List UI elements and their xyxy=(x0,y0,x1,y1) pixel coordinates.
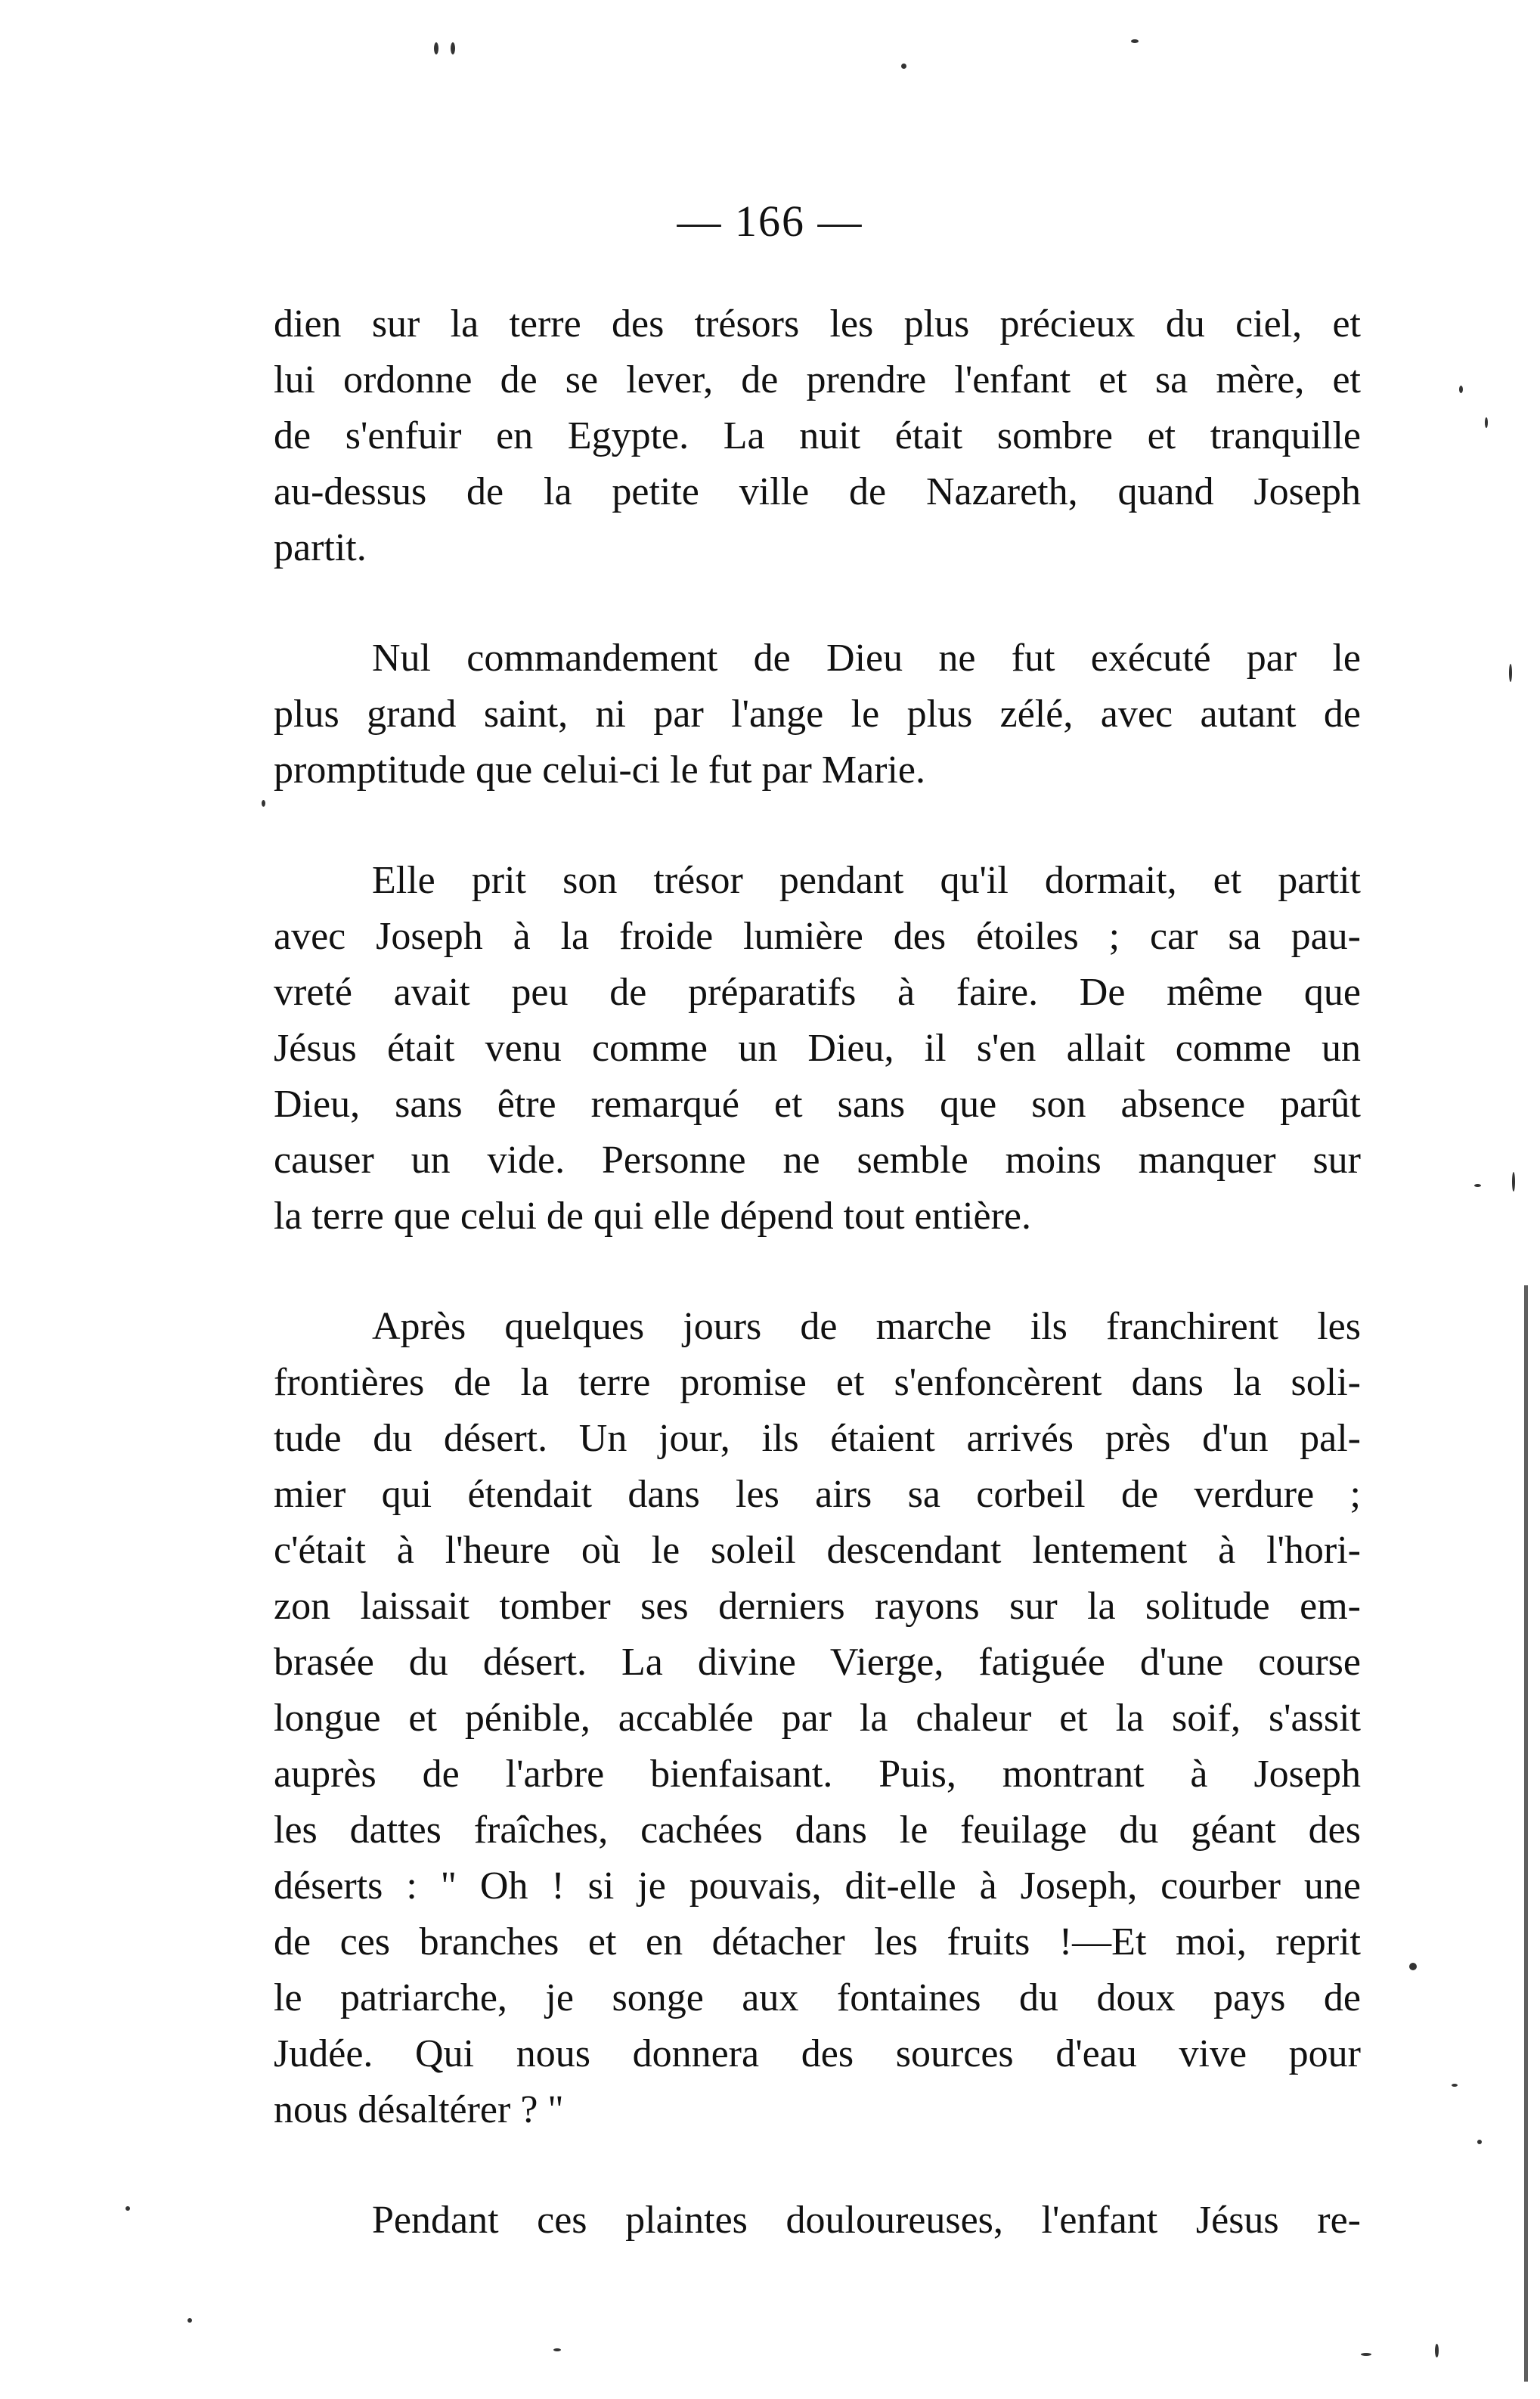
paragraph xyxy=(274,1299,1361,2138)
text-line: nous désaltérer ? " xyxy=(274,2088,564,2131)
text-line: Jésus était venu comme un Dieu, il s'en allait comme un xyxy=(274,1027,1361,1070)
text-line: de s'enfuir en Egypte. La nuit était sombre et tranquille xyxy=(274,414,1361,457)
scan-speck xyxy=(1509,664,1512,682)
text-line: mier qui étendait dans les airs sa corbeil de verdure ; xyxy=(274,1473,1361,1516)
scan-speck xyxy=(553,2348,561,2351)
paragraph-gap xyxy=(274,1244,1361,1299)
text-line: partit. xyxy=(274,526,367,569)
text-line: c'était à l'heure où le soleil descendant lentement à l'hori- xyxy=(274,1529,1361,1572)
text-line: Nul commandement de Dieu ne fut exécuté par le xyxy=(372,637,1361,680)
text-line: au-dessus de la petite ville de Nazareth, quand Joseph xyxy=(274,470,1361,513)
text-line: lui ordonne de se lever, de prendre l'enfant et sa mère, et xyxy=(274,358,1361,401)
paragraph-gap xyxy=(274,2138,1361,2193)
text-line: promptitude que celui-ci le fut par Marie. xyxy=(274,749,926,792)
text-line: Judée. Qui nous donnera des sources d'eau vive pour xyxy=(274,2032,1361,2075)
text-line: tude du désert. Un jour, ils étaient arrivés près d'un pal- xyxy=(274,1417,1361,1460)
text-line: brasée du désert. La divine Vierge, fatiguée d'une course xyxy=(274,1641,1361,1684)
text-line: Elle prit son trésor pendant qu'il dormait, et partit xyxy=(372,859,1361,902)
paragraph-gap xyxy=(274,576,1361,631)
text-line: auprès de l'arbre bienfaisant. Puis, montrant à Joseph xyxy=(274,1753,1361,1796)
text-line: causer un vide. Personne ne semble moins manquer sur xyxy=(274,1139,1361,1182)
scan-speck xyxy=(1435,2344,1439,2357)
scan-speck xyxy=(451,42,455,54)
scan-speck xyxy=(1485,417,1488,428)
text-line: de ces branches et en détacher les fruits !—Et moi, reprit xyxy=(274,1920,1361,1964)
scan-speck xyxy=(1477,2140,1482,2144)
paragraph xyxy=(274,853,1361,1244)
scan-speck xyxy=(1474,1184,1481,1187)
text-line: déserts : " Oh ! si je pouvais, dit-elle à Joseph, courber une xyxy=(274,1864,1361,1908)
paragraph-gap xyxy=(274,798,1361,853)
text-line: zon laissait tomber ses derniers rayons sur la solitude em- xyxy=(274,1585,1361,1628)
page-number: — 166 — xyxy=(677,197,863,246)
scan-speck xyxy=(1512,1172,1515,1192)
scan-edge-shadow xyxy=(1524,1285,1528,2382)
scan-speck xyxy=(901,64,906,69)
text-line: la terre que celui de qui elle dépend tout entière. xyxy=(274,1195,1031,1238)
text-line: vreté avait peu de préparatifs à faire. De même que xyxy=(274,971,1361,1014)
body-text xyxy=(274,296,1361,2249)
scan-speck xyxy=(1409,1963,1417,1970)
scan-speck xyxy=(1131,39,1139,43)
scan-speck xyxy=(262,800,265,807)
text-line: plus grand saint, ni par l'ange le plus zélé, avec autant de xyxy=(274,693,1361,736)
paragraph xyxy=(274,296,1361,576)
scan-speck xyxy=(125,2206,130,2211)
scan-speck xyxy=(187,2318,192,2323)
text-line: dien sur la terre des trésors les plus précieux du ciel, et xyxy=(274,302,1361,346)
scan-speck xyxy=(1459,386,1463,393)
paragraph xyxy=(274,631,1361,798)
text-line: Dieu, sans être remarqué et sans que son absence parût xyxy=(274,1083,1361,1126)
text-line: avec Joseph à la froide lumière des étoiles ; car sa pau- xyxy=(274,915,1361,958)
text-line: les dattes fraîches, cachées dans le feuilage du géant des xyxy=(274,1809,1361,1852)
text-line: frontières de la terre promise et s'enfoncèrent dans la soli- xyxy=(274,1361,1361,1404)
scan-speck xyxy=(1452,2084,1458,2087)
scan-speck xyxy=(434,42,438,54)
text-line: longue et pénible, accablée par la chaleur et la soif, s'assit xyxy=(274,1697,1361,1740)
paragraph xyxy=(274,2193,1361,2249)
scan-speck xyxy=(1361,2353,1371,2356)
text-line: le patriarche, je songe aux fontaines du doux pays de xyxy=(274,1976,1361,2019)
text-line: Pendant ces plaintes douloureuses, l'enfant Jésus re- xyxy=(372,2199,1361,2242)
text-line: Après quelques jours de marche ils franchirent les xyxy=(372,1305,1361,1348)
